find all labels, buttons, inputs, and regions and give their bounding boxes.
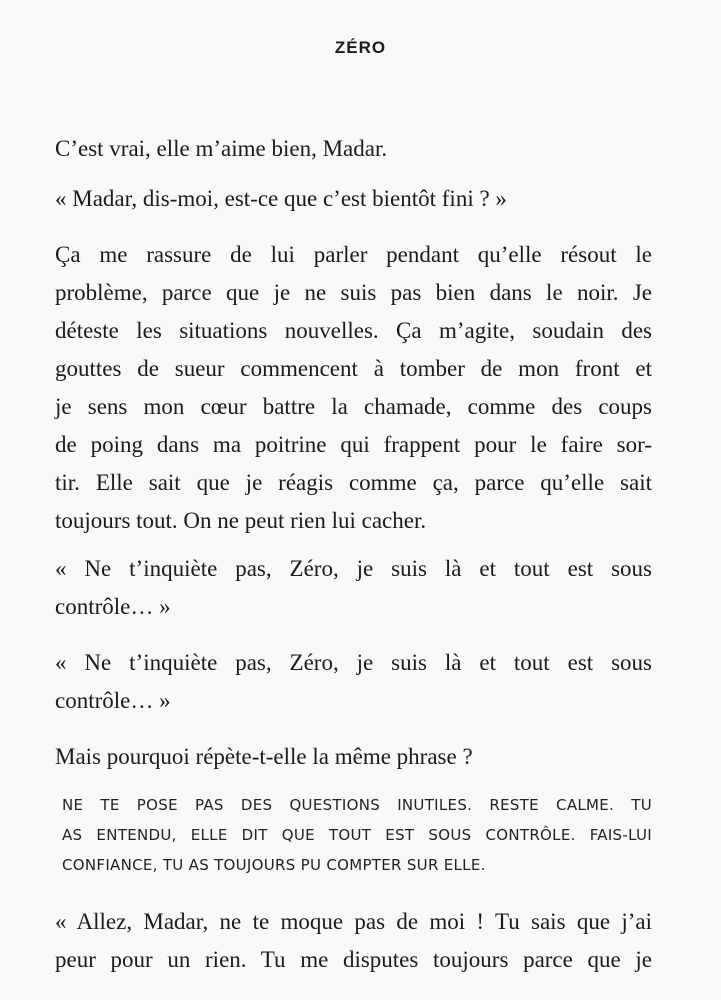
paragraph-4: [55, 550, 652, 626]
paragraph-3-line: problème, parce que je ne suis pas bien dans le noir. Je: [55, 280, 652, 305]
paragraph-3-line: déteste les situations nouvelles. Ça m’agite, soudain des: [55, 318, 652, 343]
paragraph-7-line: peur pour un rien. Tu me disputes toujours parce que je: [55, 947, 652, 972]
paragraph-3-line: Ça me rassure de lui parler pendant qu’elle résout le: [55, 242, 652, 267]
inner-voice-line: AS ENTENDU, ELLE DIT QUE TOUT EST SOUS CONTRÔLE. FAIS-LUI: [62, 826, 652, 844]
paragraph-3-line: gouttes de sueur commencent à tomber de mon front et: [55, 356, 652, 381]
paragraph-5-line: contrôle… »: [55, 688, 171, 713]
paragraph-2: « Madar, dis-moi, est-ce que c’est bientôt fini ? »: [55, 186, 507, 211]
paragraph-7-line: « Allez, Madar, ne te moque pas de moi ! Tu sais que j’ai: [55, 909, 652, 934]
paragraph-3-line: de poing dans ma poitrine qui frappent pour le faire sor-: [55, 432, 652, 457]
inner-voice-block: [62, 790, 652, 880]
paragraph-4-line: « Ne t’inquiète pas, Zéro, je suis là et tout est sous: [55, 556, 652, 581]
paragraph-3-line: tir. Elle sait que je réagis comme ça, parce qu’elle sait: [55, 470, 652, 495]
paragraph-5: [55, 644, 652, 720]
inner-voice-line: NE TE POSE PAS DES QUESTIONS INUTILES. RESTE CALME. TU: [62, 796, 652, 814]
paragraph-3: [55, 236, 652, 540]
paragraph-6: Mais pourquoi répète-t-elle la même phrase ?: [55, 744, 473, 769]
paragraph-1: C’est vrai, elle m’aime bien, Madar.: [55, 136, 388, 161]
paragraph-4-line: contrôle… »: [55, 594, 171, 619]
paragraph-3-line: toujours tout. On ne peut rien lui cacher.: [55, 508, 427, 533]
inner-voice-line: CONFIANCE, TU AS TOUJOURS PU COMPTER SUR ELLE.: [62, 856, 486, 874]
running-title: ZÉRO: [334, 38, 387, 57]
paragraph-7: [55, 903, 652, 979]
paragraph-3-line: je sens mon cœur battre la chamade, comme des coups: [55, 394, 652, 419]
paragraph-5-line: « Ne t’inquiète pas, Zéro, je suis là et tout est sous: [55, 650, 652, 675]
